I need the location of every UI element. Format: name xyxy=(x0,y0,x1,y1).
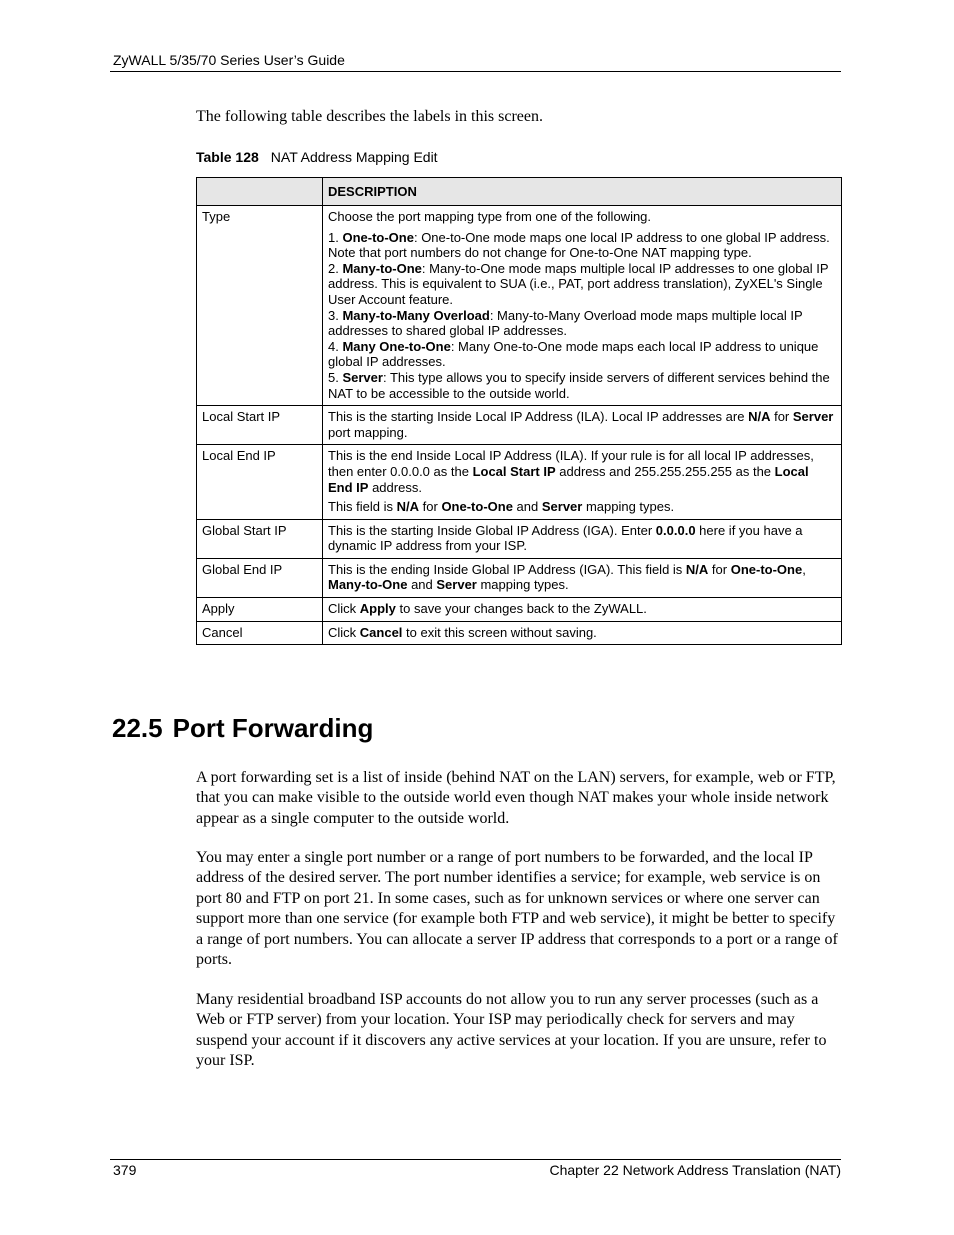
table-caption-title: NAT Address Mapping Edit xyxy=(270,149,438,165)
header-divider xyxy=(110,71,841,72)
list-item: 1. One-to-One: One-to-One mode maps one local IP address to one global IP address. Note that port numbers do not change for One-to-One NAT mapping type. xyxy=(328,229,830,261)
table-row xyxy=(197,445,842,519)
row-description xyxy=(323,406,842,445)
footer-divider xyxy=(110,1159,841,1160)
description-note: This field is N/A for One-to-One and Server mapping types. xyxy=(328,499,675,515)
row-label: Local End IP xyxy=(197,445,323,519)
row-label: Type xyxy=(197,206,323,406)
row-description xyxy=(323,206,842,406)
list-item: 2. Many-to-One: Many-to-One mode maps multiple local IP addresses to one global IP address. This is equivalent to SUA (i.e., PAT, port address translation), ZyXEL's Single User Account feature. xyxy=(328,260,829,307)
row-label: Global End IP xyxy=(197,558,323,597)
table-row xyxy=(197,519,842,558)
table-row xyxy=(197,558,842,597)
header-label-cell xyxy=(197,178,323,206)
description-text: This is the starting Inside Local IP Address (ILA). Local IP addresses are N/A for Server port mapping. xyxy=(328,409,834,440)
row-description xyxy=(323,519,842,558)
table-caption-number: Table 128 xyxy=(196,149,259,165)
description-text: This is the end Inside Local IP Address (ILA). If your rule is for all local IP addresses, then enter 0.0.0.0 as the Local Start IP address and 255.255.255.255 as the Local End IP address. xyxy=(328,448,814,495)
row-label: Global Start IP xyxy=(197,519,323,558)
intro-text: The following table describes the labels in this screen. xyxy=(196,108,544,125)
row-description xyxy=(323,558,842,597)
guide-title: ZyWALL 5/35/70 Series User’s Guide xyxy=(113,52,345,68)
section-title: Port Forwarding xyxy=(172,713,374,743)
table-row xyxy=(197,598,842,622)
description-table xyxy=(196,177,842,645)
page-number: 379 xyxy=(113,1162,137,1178)
table-row xyxy=(197,206,842,406)
row-description xyxy=(323,445,842,519)
table-row xyxy=(197,406,842,445)
row-description xyxy=(323,621,842,645)
chapter-title: Chapter 22 Network Address Translation (NAT) xyxy=(549,1162,841,1178)
row-label: Apply xyxy=(197,598,323,622)
row-description xyxy=(323,598,842,622)
table-row xyxy=(197,621,842,645)
description-text: Click Apply to save your changes back to the ZyWALL. xyxy=(328,601,647,617)
description-text: This is the starting Inside Global IP Address (IGA). Enter 0.0.0.0 here if you have a dynamic IP address from your ISP. xyxy=(328,522,803,554)
description-text: Click Cancel to exit this screen without saving. xyxy=(328,624,597,640)
description-text: Choose the port mapping type from one of the following. xyxy=(328,209,652,224)
body-paragraph: A port forwarding set is a list of inside (behind NAT on the LAN) servers, for example, web or FTP, that you can make visible to the outside world even though NAT makes your whole inside network appear as a single computer to the outside world. xyxy=(196,769,836,827)
list-item: 3. Many-to-Many Overload: Many-to-Many Overload mode maps multiple local IP addresses to shared global IP addresses. xyxy=(328,307,803,339)
list-item: 5. Server: This type allows you to specify inside servers of different services behind the NAT to be accessible to the outside world. xyxy=(328,369,830,401)
description-text: This is the ending Inside Global IP Address (IGA). This field is N/A for One-to-One, Many-to-One and Server mapping types. xyxy=(328,561,806,593)
section-heading xyxy=(112,713,373,744)
list-item: 4. Many One-to-One: Many One-to-One mode maps each local IP address to unique global IP addresses. xyxy=(328,338,819,370)
row-label: Local Start IP xyxy=(197,406,323,445)
section-number: 22.5 xyxy=(112,713,163,743)
running-header xyxy=(113,52,841,68)
header-description-cell: DESCRIPTION xyxy=(323,178,842,206)
body-paragraph: Many residential broadband ISP accounts do not allow you to run any server processes (such as a Web or FTP server) from your location. Your ISP may periodically check for servers and may suspend your account if it discovers any active services at your location. If you are unsure, refer to your ISP. xyxy=(196,991,827,1070)
body-paragraph: You may enter a single port number or a range of port numbers to be forwarded, and the local IP address of the desired server. The port number identifies a service; for example, web service is on port 80 and FTP on port 21. In some cases, such as for unknown services or where one server can support more than one service (for example both FTP and web service), it might be better to specify a range of port numbers. You can allocate a server IP address that corresponds to a port or a range of ports. xyxy=(196,849,838,969)
table-header-row xyxy=(197,178,842,206)
row-label: Cancel xyxy=(197,621,323,645)
table-caption xyxy=(196,149,438,165)
